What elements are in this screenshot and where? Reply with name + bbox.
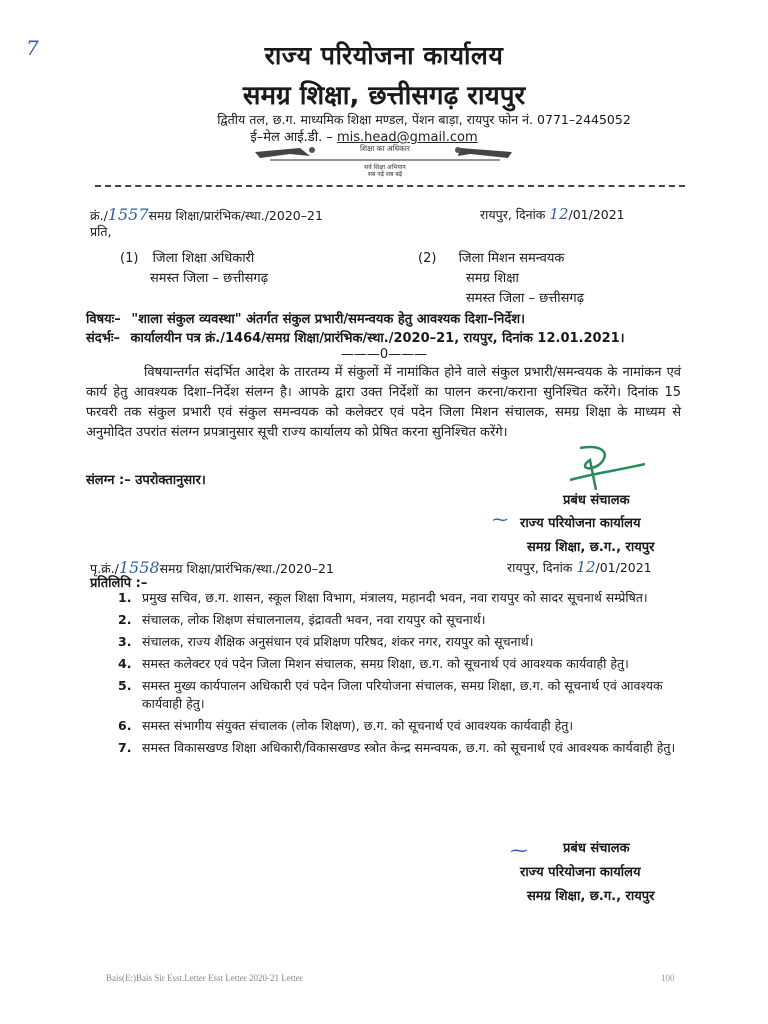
initial-mark-2: ⁓ bbox=[510, 840, 528, 861]
file-path-footer: Bais(E:)Bais Sir Esst.Letter Esst Letter 2020-21 Letter bbox=[106, 973, 303, 983]
initial-mark: ⁓ bbox=[492, 510, 508, 529]
copy-list bbox=[118, 589, 684, 761]
section-separator: ———0——— bbox=[340, 347, 428, 362]
reference-line: संदर्भः– कार्यालयीन पत्र क्रं./1464/समग्र शिक्षा/प्रारंभिक/स्था./2020–21, रायपुर, दिनांक 12.01.2021। bbox=[86, 331, 625, 346]
organization-heading: समग्र शिक्षा, छत्तीसगढ़ रायपुर bbox=[242, 81, 526, 111]
signatory-office-2: राज्य परियोजना कार्यालय bbox=[520, 865, 641, 880]
copy-date: रायपुर, दिनांक 12/01/2021 bbox=[507, 558, 652, 576]
prati-label: प्रति, bbox=[90, 224, 112, 239]
letter-date: रायपुर, दिनांक 12/01/2021 bbox=[480, 205, 625, 223]
emblem-text-2: सर्व शिक्षा अभियान bbox=[364, 164, 406, 171]
email-link[interactable]: mis.head@gmail.com bbox=[337, 130, 478, 145]
signatory-title: प्रबंध संचालक bbox=[563, 493, 630, 508]
office-address: द्वितीय तल, छ.ग. माध्यमिक शिक्षा मण्डल, पेंशन बाड़ा, रायपुर फोन नं. 0771–2445052 bbox=[217, 112, 631, 127]
list-item: 2. संचालक, लोक शिक्षण संचालनालय, इंद्रावती भवन, नवा रायपुर को सूचनार्थ। bbox=[118, 612, 486, 627]
recipient-1: (1) जिला शिक्षा अधिकारी bbox=[120, 251, 255, 266]
body-paragraph: विषयान्तर्गत संदर्भित आदेश के तारतम्य में संकुलों में नामांकित होने वाले संकुल प्रभारी/समन्वयक के नामांकन एवं कार्य हेतु आवश्यक दिशा–निर्देश संलग्न है। आपके द्वारा उक्त निर्देशों का पालन करना/कराना सुनिश्चित करेंगे। दिनांक 15 फरवरी तक संकुल प्रभारी एवं संकुल समन्वयक को कलेक्टर एवं पदेन जिला मिशन संचालक, समग्र शिक्षा के माध्यम से अनुमोदित उपरांत संलग्न प्रपत्रानुसार सूची राज्य कार्यालय को प्रेषित करना सुनिश्चित करेंगे। bbox=[86, 365, 681, 440]
recipient-2: (2) जिला मिशन समन्वयक bbox=[418, 251, 565, 266]
list-item: 3. संचालक, राज्य शैक्षिक अनुसंधान एवं प्रशिक्षण परिषद, शंकर नगर, रायपुर को सूचनार्थ। bbox=[118, 634, 534, 649]
subject-line: विषयः– "शाला संकुल व्यवस्था" अंतर्गत संकुल प्रभारी/समन्वयक हेतु आवश्यक दिशा–निर्देश। bbox=[86, 312, 526, 327]
list-item: 7. समस्त विकासखण्ड शिक्षा अधिकारी/विकासखण्ड स्त्रोत केन्द्र समन्वयक, छ.ग. को सूचनार्थ एवं आवश्यक कार्यवाही हेतु। bbox=[118, 740, 676, 755]
header-divider bbox=[95, 185, 685, 187]
list-item: 5. समस्त मुख्य कार्यपालन अधिकारी एवं पदेन जिला परियोजना संचालक, समग्र शिक्षा, छ.ग. को सूचनार्थ एवं आवश्यक कार्यवाही हेतु। bbox=[118, 678, 663, 711]
office-heading: राज्य परियोजना कार्यालय bbox=[264, 41, 504, 70]
letter-reference: क्रं./1557समग्र शिक्षा/प्रारंभिक/स्था./2020–21 bbox=[90, 205, 323, 224]
recipient-1-district: समस्त जिला – छत्तीसगढ़ bbox=[150, 271, 269, 286]
margin-mark: 7 bbox=[26, 36, 39, 60]
emblem-logo bbox=[250, 140, 520, 178]
copy-reference: पृ.क्रं./1558समग्र शिक्षा/प्रारंभिक/स्था./2020–21 bbox=[90, 558, 334, 577]
emblem-text-1: शिक्षा का अधिकार bbox=[360, 144, 410, 153]
date-day: 12 bbox=[549, 205, 569, 223]
signatory-org: समग्र शिक्षा, छ.ग., रायपुर bbox=[527, 540, 655, 555]
signatory-office: राज्य परियोजना कार्यालय bbox=[520, 516, 641, 531]
enclosure-line: संलग्न :– उपरोक्तानुसार। bbox=[86, 473, 206, 488]
copy-ref-number: 1558 bbox=[118, 558, 160, 577]
emblem-text-3: सब पढ़ें सब बढ़ें bbox=[367, 171, 403, 178]
recipient-2-org: समग्र शिक्षा bbox=[466, 271, 519, 286]
ref-number: 1557 bbox=[107, 205, 149, 224]
email-label: ई–मेल आई.डी. – bbox=[250, 130, 333, 145]
page-number: 100 bbox=[661, 973, 675, 983]
list-item: 1. प्रमुख सचिव, छ.ग. शासन, स्कूल शिक्षा विभाग, मंत्रालय, महानदी भवन, नवा रायपुर को सादर सूचनार्थ सम्प्रेषित। bbox=[118, 590, 648, 605]
recipient-2-district: समस्त जिला – छत्तीसगढ़ bbox=[466, 291, 585, 306]
signatory-title-2: प्रबंध संचालक bbox=[563, 841, 630, 856]
list-item: 4. समस्त कलेक्टर एवं पदेन जिला मिशन संचालक, समग्र शिक्षा, छ.ग. को सूचनार्थ एवं आवश्यक कार्यवाही हेतु। bbox=[118, 656, 629, 671]
signatory-org-2: समग्र शिक्षा, छ.ग., रायपुर bbox=[527, 889, 655, 904]
list-item: 6. समस्त संभागीय संयुक्त संचालक (लोक शिक्षण), छ.ग. को सूचनार्थ एवं आवश्यक कार्यवाही हेतु। bbox=[118, 718, 574, 733]
copy-heading: प्रतिलिपि :– bbox=[90, 576, 148, 591]
copy-date-day: 12 bbox=[576, 558, 596, 576]
